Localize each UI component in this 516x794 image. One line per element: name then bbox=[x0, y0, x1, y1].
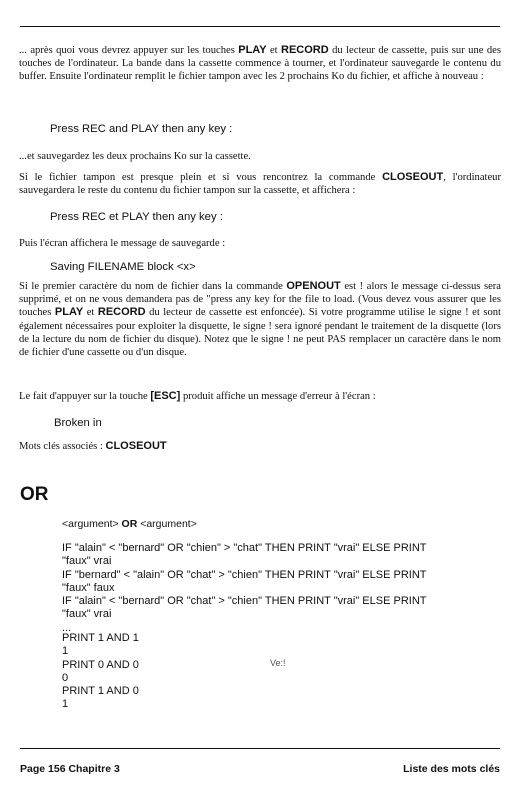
text-run: Si le premier caractère du nom de fichier dans la commande bbox=[19, 281, 287, 292]
section-heading-or: OR bbox=[20, 484, 49, 505]
top-rule bbox=[20, 26, 500, 27]
code-line: "faux" vrai bbox=[62, 608, 112, 621]
syntax-arg: <argument> bbox=[62, 518, 122, 530]
screen-message-3: Saving FILENAME block <x> bbox=[50, 261, 196, 273]
text-run: produit affiche un message d'erreur à l'écran : bbox=[180, 391, 376, 402]
text-run: , l'ordinateur sauvegardera le reste du contenu du fichier tampon sur la cassette, et affichera : bbox=[19, 172, 501, 197]
code-line: IF "bernard" < "alain" OR "chat" > "chien" THEN PRINT "vrai" ELSE PRINT bbox=[62, 568, 427, 581]
code-line: "faux" vrai bbox=[62, 555, 112, 568]
keyword-closeout: CLOSEOUT bbox=[105, 440, 167, 452]
code-line: 1 bbox=[62, 645, 69, 658]
keyword-record: RECORD bbox=[97, 306, 146, 319]
stray-mark: Ve:! bbox=[270, 658, 286, 668]
paragraph-save-message: Puis l'écran affichera le message de sauvegarde : bbox=[19, 238, 226, 249]
related-label: Mots clés associés : bbox=[19, 441, 106, 452]
paragraph-closeout bbox=[19, 171, 501, 197]
code-line: PRINT 1 AND 0 bbox=[62, 685, 139, 698]
keyword-play: PLAY bbox=[238, 44, 267, 56]
text-run: Le fait d'appuyer sur la touche bbox=[19, 391, 151, 402]
code-line: 1 bbox=[62, 698, 69, 711]
screen-message-4: Broken in bbox=[54, 417, 102, 429]
text-run: du lecteur de cassette, puis sur une des touches de l'ordinateur. La bande dans la cassette commence à tourner, et l'ordinateur sauvegarde le contenu du buffer. Ensuite l'ordinateur remplit le fichier tampon avec les 2 prochains Ko du fichier, et affiche à nouveau : bbox=[19, 45, 501, 83]
syntax-arg: <argument> bbox=[137, 518, 197, 530]
code-ellipsis: ... bbox=[62, 622, 72, 634]
keyword-record: RECORD bbox=[281, 44, 329, 56]
code-line: PRINT 1 AND 1 bbox=[62, 632, 139, 644]
code-line: 0 bbox=[62, 671, 69, 684]
bottom-rule bbox=[20, 748, 500, 749]
code-example-block bbox=[62, 542, 502, 622]
code-line: IF "alain" < "bernard" OR "chat" > "chien" THEN PRINT "vrai" ELSE PRINT bbox=[62, 595, 427, 608]
paragraph-esc bbox=[19, 390, 501, 403]
paragraph-save-next: ...et sauvegardez les deux prochains Ko sur la cassette. bbox=[19, 151, 251, 162]
text-run: Si le fichier tampon est presque plein et si vous rencontrez la commande bbox=[19, 172, 383, 183]
code-line: "faux" faux bbox=[62, 581, 115, 594]
syntax-line bbox=[62, 518, 502, 531]
footer-section-title: Liste des mots clés bbox=[403, 763, 500, 775]
paragraph-intro bbox=[19, 44, 501, 84]
text-run: est ! alors le message ci-dessus sera supprimé, et on ne vous demandera pas de "press any key for the file to load. (Vous devez vous assurer que les touches bbox=[19, 281, 501, 319]
keyword-play: PLAY bbox=[54, 306, 84, 319]
keyword-openout: OPENOUT bbox=[286, 280, 341, 292]
text-run: et bbox=[83, 307, 98, 319]
footer-page-chapter: Page 156 Chapitre 3 bbox=[20, 763, 120, 775]
text-run: et bbox=[266, 45, 282, 56]
text-run: ... après quoi vous devrez appuyer sur les touches bbox=[19, 45, 239, 56]
related-keywords bbox=[19, 440, 501, 453]
code-line: IF "alain" < "bernard" OR "chien" > "chat" THEN PRINT "vrai" ELSE PRINT bbox=[62, 542, 427, 554]
paragraph-openout bbox=[19, 280, 501, 359]
syntax-keyword: OR bbox=[121, 518, 138, 530]
text-run: du lecteur de cassette est enfoncée). Si votre programme utilise le signe ! et sont également nécessaires pour exploiter la disquette, le signe ! sera ignoré pendant le traitement de la disquette (lors de la lecture du nom de fichier du disque). Notez que le signe ! ne peut PAS remplacer un caractère dans le nom de fichier d'une cassette ou d'un disque. bbox=[19, 307, 501, 359]
keyword-esc: [ESC] bbox=[150, 390, 181, 402]
screen-message-2: Press REC et PLAY then any key : bbox=[50, 211, 223, 223]
keyword-closeout: CLOSEOUT bbox=[382, 171, 444, 183]
code-line: PRINT 0 AND 0 bbox=[62, 658, 139, 671]
screen-message-1: Press REC and PLAY then any key : bbox=[50, 123, 233, 135]
